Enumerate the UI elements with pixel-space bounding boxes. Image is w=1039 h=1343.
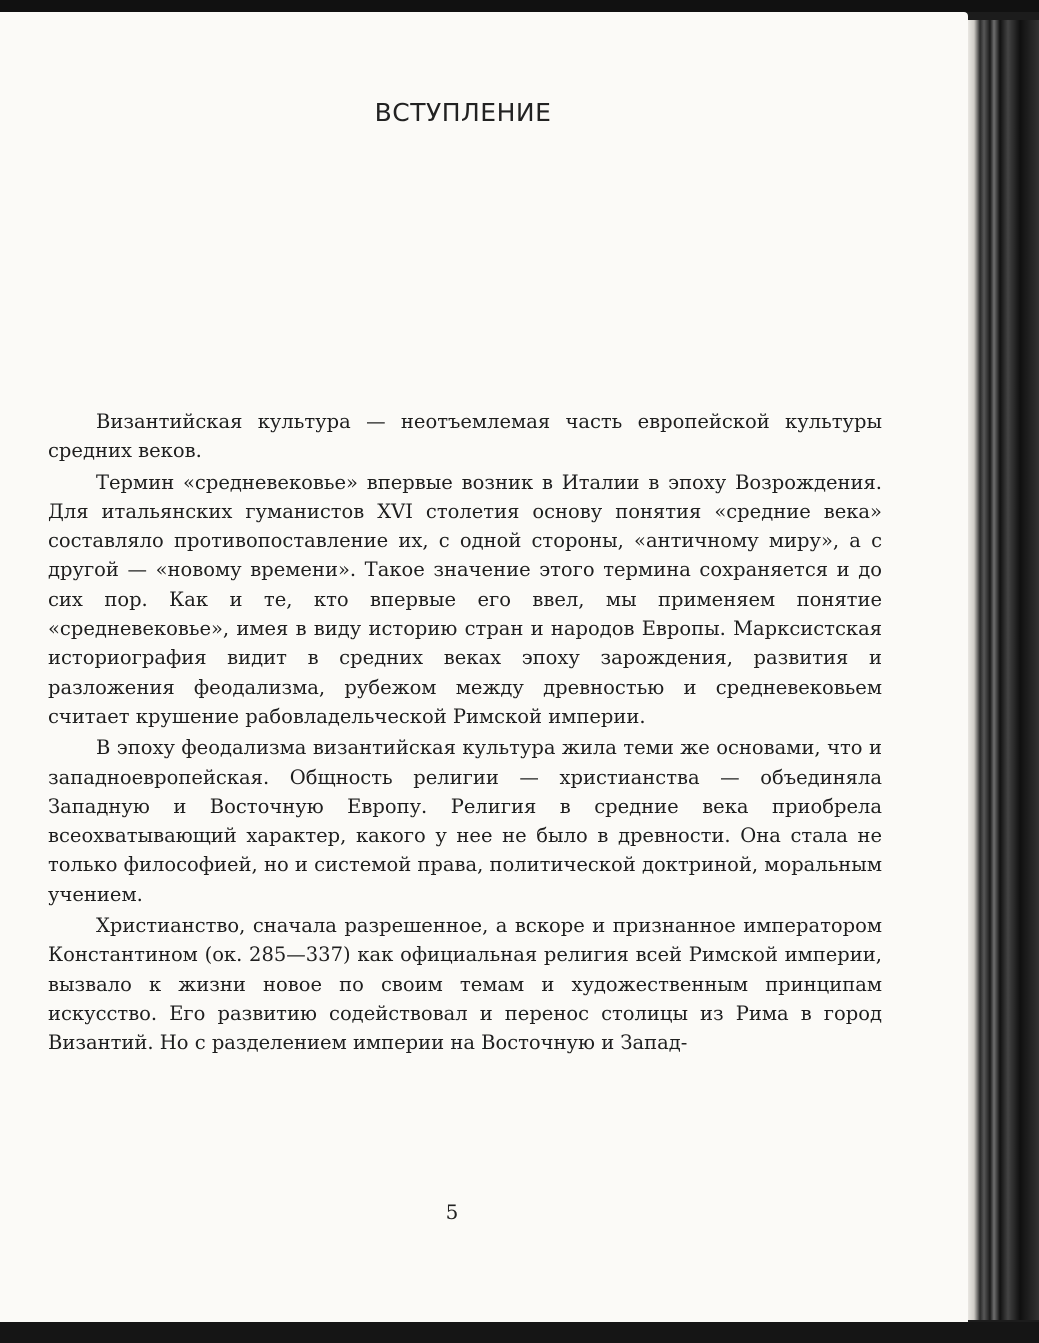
chapter-title: ВСТУПЛЕНИЕ bbox=[374, 98, 552, 127]
paragraph-2: Термин «средневековье» впервые возник в Италии в эпоху Возрождения. Для итальянских гуманистов XVI столетия основу понятия «средние века» составляло противопоставление их, с одной стороны, «античному миру», а с другой — «новому времени». Такое значение этого термина сохраняется и до сих пор. Как и те, кто впервые его ввел, мы применяем понятие «средневековье», имея в виду историю стран и народов Европы. Марксистская историография видит в средних веках эпоху зарождения, развития и разложения феодализма, рубежом между древностью и средневековьем считает крушение рабовладельческой Римской империи. bbox=[48, 470, 882, 728]
paragraph-4: Христианство, сначала разрешенное, а вскоре и признанное императором Константином (ок. 285—337) как официальная религия всей Римской империи, вызвало к жизни новое по своим темам и художественным принципам искусство. Его развитию содействовал и перенос столицы из Рима в город Византий. Но с разделением империи на Восточную и Запад- bbox=[48, 914, 882, 1055]
book-page-edges bbox=[968, 20, 1039, 1320]
book-page bbox=[0, 12, 968, 1322]
scan-top-border bbox=[0, 0, 1039, 12]
page-number: 5 bbox=[445, 1200, 459, 1224]
body-text bbox=[48, 407, 882, 1058]
paragraph-3: В эпоху феодализма византийская культура жила теми же основами, что и западноевропейская. Общность религии — христианства — объединяла Западную и Восточную Европу. Религия в средние века приобрела всеохватывающий характер, какого у нее не было в древности. Она стала не только философией, но и системой права, политической доктриной, моральным учением. bbox=[48, 736, 882, 906]
paragraph-1: Византийская культура — неотъемлемая часть европейской культуры средних веков. bbox=[48, 410, 882, 463]
scan-bottom-border bbox=[0, 1322, 1039, 1343]
